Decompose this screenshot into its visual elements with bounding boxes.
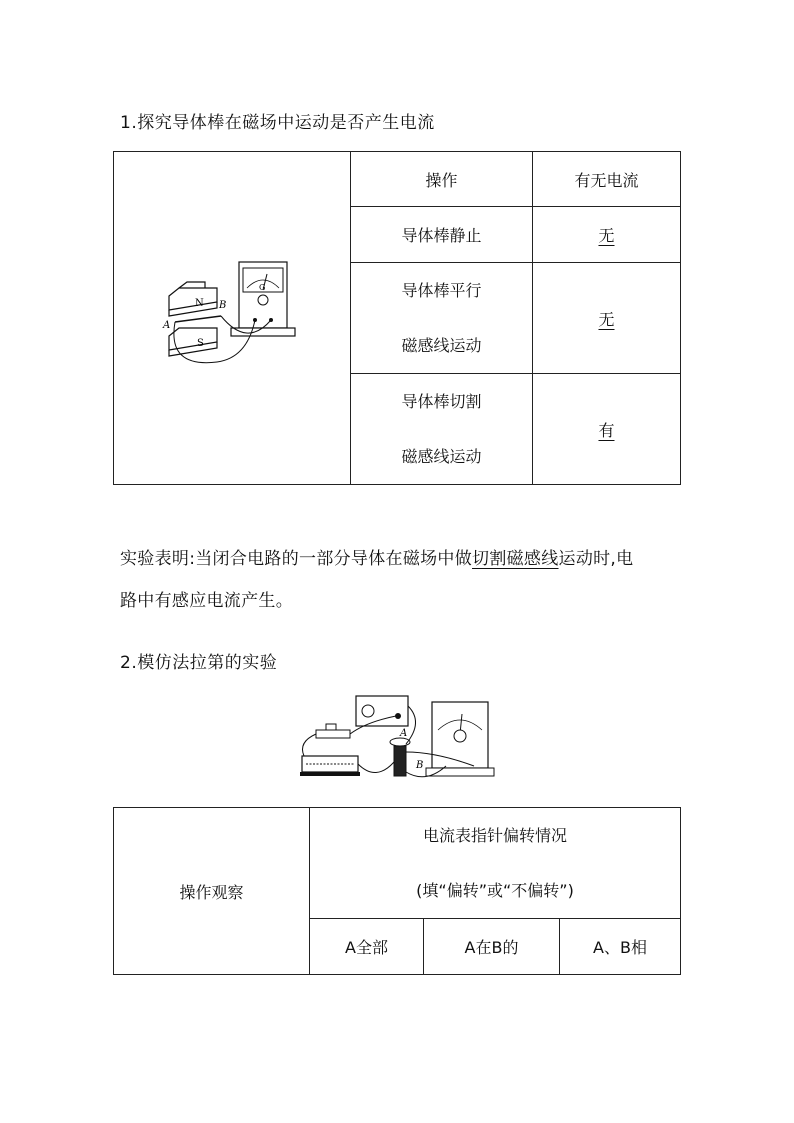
row2-current: 无 — [598, 309, 615, 329]
section2-heading: 2.模仿法拉第的实验 — [120, 653, 278, 673]
row2-operation-line2: 磁感线运动 — [401, 336, 482, 355]
header-current: 有无电流 — [533, 152, 681, 207]
section1-heading: 1.探究导体棒在磁场中运动是否产生电流 — [120, 113, 435, 133]
header-fill-instruction: (填“偏转”或“不偏转”) — [416, 881, 574, 900]
header-operation-observation: 操作观察 — [114, 808, 310, 975]
row3-operation-line1: 导体棒切割 — [401, 392, 482, 411]
label-g: G — [259, 283, 266, 292]
magnet-galvanometer-figure — [157, 258, 307, 378]
label-n: N — [195, 298, 204, 309]
conclusion-prefix: 实验表明:当闭合电路的一部分导体在磁场中做 — [120, 549, 473, 569]
conclusion-paragraph — [120, 538, 690, 622]
conclusion-underline: 切割磁感线 — [472, 549, 559, 569]
row2-operation-line1: 导体棒平行 — [401, 281, 482, 300]
subheader-3: A、B相 — [560, 919, 681, 975]
header-needle-deflection: 电流表指针偏转情况 — [422, 826, 567, 845]
label-s: S — [197, 338, 204, 349]
row3-current: 有 — [598, 420, 615, 440]
figure-cell — [114, 152, 351, 485]
faraday-table — [113, 807, 681, 975]
label-coil-b: B — [416, 760, 424, 771]
label-a: A — [163, 320, 171, 331]
subheader-1: A全部 — [310, 919, 424, 975]
row1-operation: 导体棒静止 — [351, 207, 533, 263]
label-coil-a: A — [400, 728, 408, 739]
label-b: B — [219, 300, 227, 311]
header-operation: 操作 — [351, 152, 533, 207]
conclusion-suffix: 运动时,电 — [558, 549, 634, 569]
row3-operation-line2: 磁感线运动 — [401, 447, 482, 466]
induction-table — [113, 151, 681, 485]
faraday-figure — [296, 692, 496, 788]
row1-current: 无 — [598, 226, 615, 245]
conclusion-line2: 路中有感应电流产生。 — [120, 591, 293, 611]
subheader-2: A在B的 — [424, 919, 560, 975]
